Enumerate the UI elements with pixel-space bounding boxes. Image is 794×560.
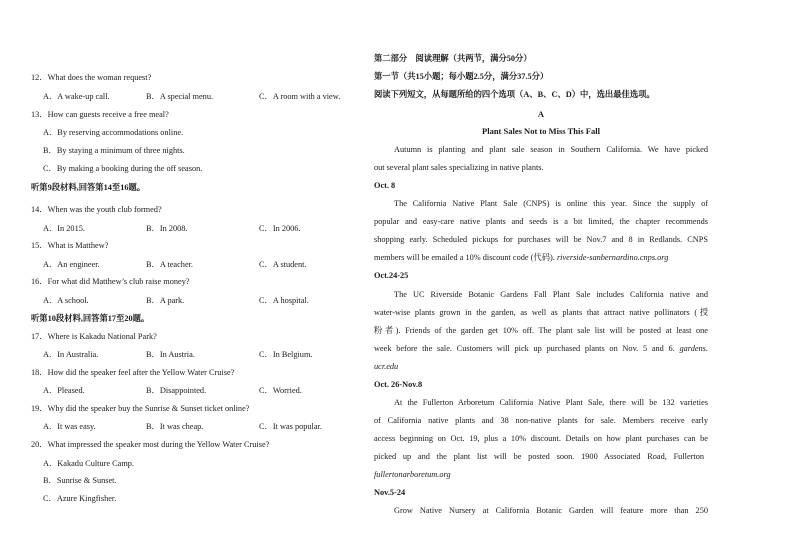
- q14-option-b: B．In 2008.: [146, 224, 188, 233]
- q18-option-a: A．Pleased.: [43, 386, 85, 395]
- instructions: 阅读下列短文，从每题所给的四个选项（A、B、C、D）中，选出最佳选项。: [374, 90, 655, 99]
- p4-line-1: Grow Native Nursery at California Botanic Garden will feature more than 250: [394, 506, 708, 515]
- p2-line-4: [374, 343, 708, 354]
- p1-line-2: popular and easy-care native plants and seeds is a bit limited, the chapter recommends: [374, 217, 708, 226]
- question-16: 16．For what did Matthew’s club raise money?: [31, 277, 190, 286]
- q20-option-a: A．Kakadu Culture Camp.: [43, 459, 135, 468]
- intro-line-2: out several plant sales specializing in native plants.: [374, 163, 544, 172]
- p3-line-1: At the Fullerton Arboretum California Native Plant Sale, there will be 132 varieties: [394, 398, 708, 407]
- section-10-heading: 听第10段材料,回答第17至20题。: [31, 314, 150, 323]
- p2-url-part-b: ucr.edu: [374, 362, 399, 371]
- p1-last-text: members will be emailed a 10% discount code (代码).: [374, 253, 555, 262]
- question-14: 14．When was the youth club formed?: [31, 205, 162, 214]
- q15-option-a: A．An engineer.: [43, 260, 100, 269]
- q20-option-b: B．Sunrise & Sunset.: [43, 476, 117, 485]
- question-19: 19．Why did the speaker buy the Sunrise & Sunset ticket online?: [31, 404, 250, 413]
- q12-option-b: B．A special menu.: [146, 92, 214, 101]
- q12-option-a: A．A wake-up call.: [43, 92, 110, 101]
- q14-option-a: A．In 2015.: [43, 224, 85, 233]
- question-13: 13．How can guests receive a free meal?: [31, 110, 169, 119]
- q16-option-a: A．A school.: [43, 296, 89, 305]
- q17-option-a: A．In Australia.: [43, 350, 99, 359]
- q15-option-b: B．A teacher.: [146, 260, 194, 269]
- q19-option-a: A．It was easy.: [43, 422, 96, 431]
- q13-option-c: C．By making a booking during the off season.: [43, 164, 203, 173]
- date-nov-5-24: Nov.5-24: [374, 488, 406, 497]
- q15-option-c: C．A student.: [259, 260, 307, 269]
- p3-line-3: access beginning on Oct. 19, plus a 10% discount. Details on how plant purchases can be: [374, 434, 708, 443]
- question-17: 17．Where is Kakadu National Park?: [31, 332, 157, 341]
- p2-line-4-text: week before the sale. Customers will pick up purchased plants on Nov. 5 and 6.: [374, 344, 675, 353]
- p2-line-2: water-wise plants grown in the garden, as well as plants that attract native pollinators (授: [374, 308, 708, 317]
- question-12: 12．What does the woman request?: [31, 73, 152, 82]
- section-9-heading: 听第9段材料,回答第14至16题。: [31, 183, 146, 192]
- q19-option-c: C．It was popular.: [259, 422, 322, 431]
- q17-option-b: B．In Austria.: [146, 350, 195, 359]
- p2-url-part-a: gardens.: [679, 344, 708, 353]
- date-oct-24-25: Oct.24-25: [374, 271, 409, 280]
- q14-option-c: C．In 2006.: [259, 224, 301, 233]
- question-20: 20．What impressed the speaker most during the Yellow Water Cruise?: [31, 440, 270, 449]
- q13-option-b: B．By staying a minimum of three nights.: [43, 146, 185, 155]
- p3-line-2: of California native plants and 38 non-native plants for sale. Members receive early: [374, 416, 708, 425]
- p2-line-3: 粉者). Friends of the garden get 10% off. The plant sale list will be posted at least one: [374, 326, 708, 335]
- passage-title: Plant Sales Not to Miss This Fall: [482, 126, 600, 136]
- q20-option-c: C．Azure Kingfisher.: [43, 494, 117, 503]
- p1-line-1: The California Native Plant Sale (CNPS) is online this year. Since the supply of: [394, 199, 708, 208]
- passage-letter: A: [537, 109, 545, 119]
- q16-option-c: C．A hospital.: [259, 296, 309, 305]
- question-15: 15．What is Matthew?: [31, 241, 109, 250]
- p3-line-4: picked up and the plant list will be posted soon. 1900 Associated Road, Fullerton: [374, 452, 704, 461]
- p3-url: fullertonarboretum.org: [374, 470, 451, 479]
- q17-option-c: C．In Belgium.: [259, 350, 313, 359]
- date-oct-26-nov-8: Oct. 26-Nov.8: [374, 380, 423, 389]
- p1-line-3: shopping early. Scheduled pickups for purchases will be Nov.7 and 8 in Redlands. CNPS: [374, 235, 708, 244]
- q16-option-b: B．A park.: [146, 296, 185, 305]
- q18-option-b: B．Disappointed.: [146, 386, 207, 395]
- part2-heading: 第二部分 阅读理解（共两节，满分50分）: [374, 54, 532, 63]
- p2-line-1: The UC Riverside Botanic Gardens Fall Plant Sale includes California native and: [394, 290, 708, 299]
- q19-option-b: B．It was cheap.: [146, 422, 204, 431]
- section1-heading: 第一节（共15小题；每小题2.5分，满分37.5分）: [374, 72, 549, 81]
- date-oct-8: Oct. 8: [374, 181, 396, 190]
- q12-option-c: C．A room with a view.: [259, 92, 341, 101]
- p1-line-4: [374, 252, 668, 263]
- intro-line-1: Autumn is planting and plant sale season in Southern California. We have picked: [394, 145, 708, 154]
- p1-url: riverside-sanbernardino.cnps.org: [556, 253, 669, 262]
- q18-option-c: C．Worried.: [259, 386, 302, 395]
- question-18: 18．How did the speaker feel after the Yellow Water Cruise?: [31, 368, 235, 377]
- q13-option-a: A．By reserving accommodations online.: [43, 128, 184, 137]
